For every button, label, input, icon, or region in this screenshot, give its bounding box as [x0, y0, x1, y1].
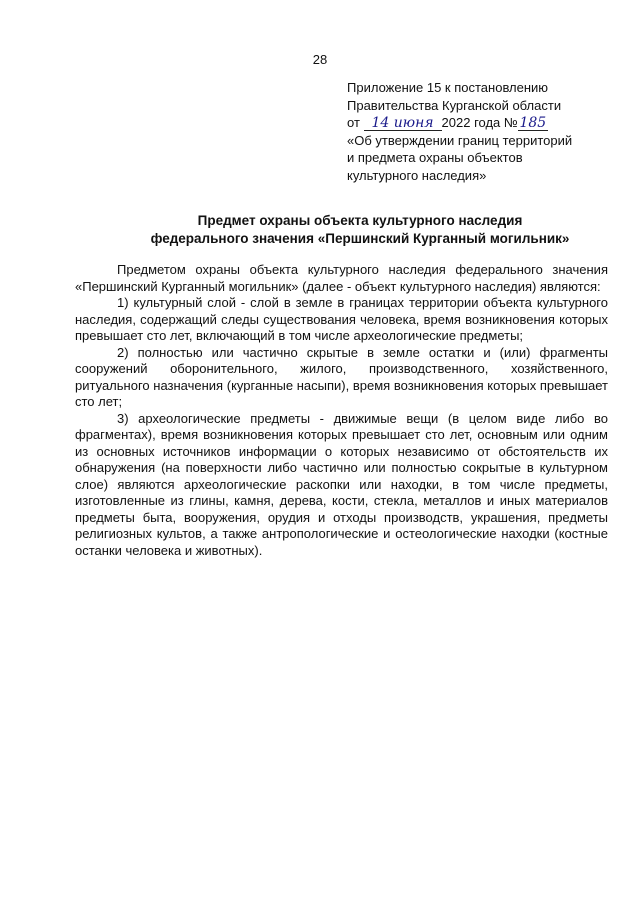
appendix-line-4: «Об утверждении границ территорий: [347, 132, 573, 148]
date-prefix: от: [347, 115, 360, 130]
paragraph-item-1: 1) культурный слой - слой в земле в границах территории объекта культурного наследия, содержащий следы существования человека, время возникновения которых превышает сто лет, включающий в том числе археологические предметы;: [75, 295, 608, 343]
handwritten-number: 185: [519, 115, 547, 131]
year-text: 2022 года №: [441, 115, 518, 130]
title-line-2: федерального значения «Першинский Курганный могильник»: [150, 231, 570, 246]
appendix-line-2: Правительства Курганской области: [347, 97, 562, 113]
appendix-date-line: [347, 114, 607, 132]
paragraph-intro: Предметом охраны объекта культурного наследия федерального значения «Першинский Курганный могильник» (далее - объект культурного наследия) являются:: [75, 262, 608, 294]
appendix-line-1: Приложение 15 к постановлению: [347, 80, 549, 95]
appendix-header: [347, 79, 607, 184]
title-line-1: Предмет охраны объекта культурного наследия: [197, 213, 523, 228]
paragraph-item-2: 2) полностью или частично скрытые в земле остатки и (или) фрагменты сооружений оборонительного, жилого, производственного, хозяйственного, ритуального назначения (курганные насыпи), время возникновения которых превышает сто лет;: [75, 344, 608, 409]
paragraph-item-3: 3) археологические предметы - движимые вещи (в целом виде либо во фрагментах), время возникновения которых превышает сто лет, основным или одним из основных источников информации о которых независимо от обстоятельств их обнаружения (на поверхности либо частично или полностью сокрытые в культурном слое) являются археологические раскопки или находки, в том числе предметы, изготовленные из глины, камня, дерева, кости, стекла, металлов и иных материалов предметы быта, вооружения, орудия и отходы производств, украшения, предметы религиозных культов, а также антропологические и остеологические находки (костные останки человека и животных).: [75, 410, 608, 558]
document-title: [60, 212, 640, 248]
appendix-line-5: и предмета охраны объектов: [347, 150, 523, 165]
page-number: 28: [312, 52, 328, 67]
appendix-line-6: культурного наследия»: [347, 167, 487, 183]
handwritten-date: 14 июня: [364, 116, 442, 131]
document-body: [75, 262, 608, 559]
